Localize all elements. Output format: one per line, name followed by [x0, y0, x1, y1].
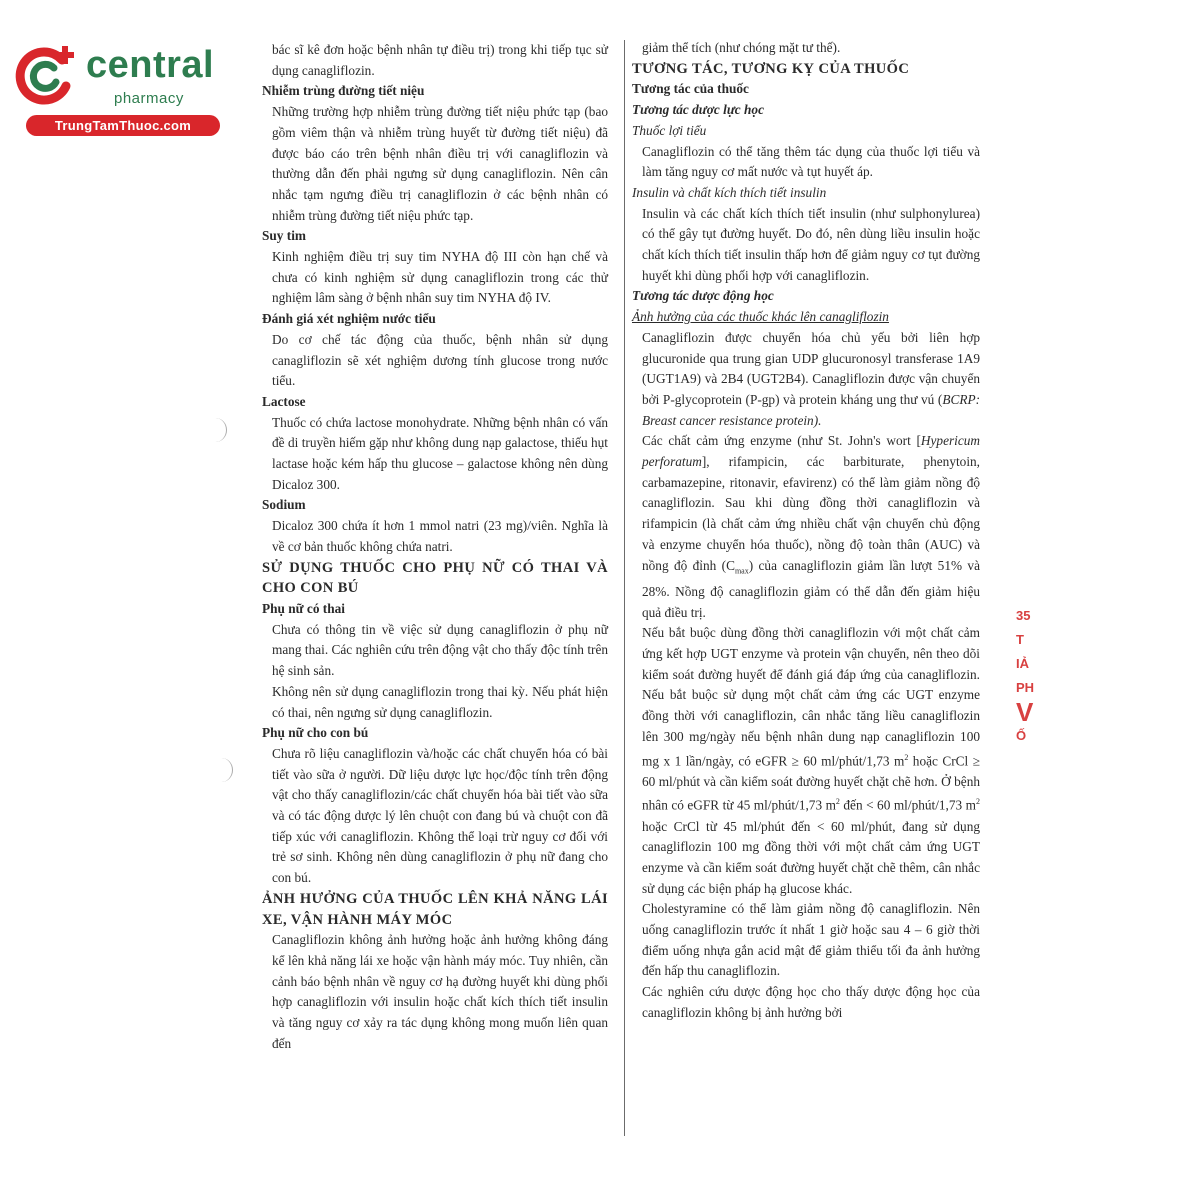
stamp-text: 35	[1016, 608, 1031, 623]
stamp-text: PH	[1016, 680, 1035, 695]
text-run: đến < 60 ml/phút/1,73 m	[839, 797, 976, 813]
text-run: Các chất cảm ứng enzyme (như St. John's wort [	[642, 433, 921, 449]
text-run: BCRP: Breast cancer resistance protein).	[642, 391, 980, 428]
stamp-text: V	[1016, 697, 1034, 727]
major-heading: TƯƠNG TÁC, TƯƠNG KỴ CỦA THUỐC	[632, 60, 910, 77]
column-divider	[624, 40, 625, 1136]
major-heading: ẢNH HƯỞNG CỦA THUỐC LÊN KHẢ NĂNG LÁI XE, VẬN HÀNH MÁY MÓC	[262, 890, 608, 928]
paragraph: Canagliflozin có thể tăng thêm tác dụng của thuốc lợi tiểu và làm tăng nguy cơ mất nước và tụt huyết áp.	[642, 143, 980, 180]
left-column	[262, 40, 608, 1054]
text-run: ], rifampicin, các barbiturate, phenytoin, carbamazepine, ritonavir, efavirenz) có thể làm giảm nồng độ canagliflozin. Sau khi dùng đồng thời canagliflozin và rifampicin (là chất cảm ứng nhiều chất vận chuyển chủ động và enzyme chuyển hóa thuốc), nồng độ toàn thân (AUC) và nồng độ đỉnh (C	[642, 454, 980, 573]
paragraph: Kinh nghiệm điều trị suy tim NYHA độ III còn hạn chế và chưa có kinh nghiệm sử dụng canagliflozin trong các thử nghiệm lâm sàng ở bệnh nhân suy tim NYHA độ IV.	[272, 249, 608, 306]
text-run: ) của canagliflozin giảm lần lượt 51% và 28%. Nồng độ canagliflozin giảm có thể dẫn đến giảm hiệu quả điều trị.	[642, 557, 980, 620]
major-heading: SỬ DỤNG THUỐC CHO PHỤ NỮ CÓ THAI VÀ CHO CON BÚ	[262, 559, 608, 597]
paragraph: Không nên sử dụng canagliflozin trong thai kỳ. Nếu phát hiện có thai, nên ngưng sử dụng canagliflozin.	[272, 683, 608, 720]
paragraph: Do cơ chế tác động của thuốc, bệnh nhân sử dụng canagliflozin sẽ xét nghiệm dương tính glucose trong nước tiểu.	[272, 331, 608, 389]
subsection-heading: Tương tác dược động học	[632, 288, 774, 304]
subsection-heading: Tương tác dược lực học	[632, 102, 764, 118]
right-column	[632, 38, 980, 1024]
paragraph	[632, 623, 980, 899]
section-heading: Phụ nữ có thai	[262, 600, 345, 616]
stamp-text: Ố	[1016, 728, 1027, 743]
text-run: 2	[904, 752, 909, 762]
text-run: hoặc CrCl từ 45 ml/phút đến < 60 ml/phút, đang sử dụng canagliflozin 100 mg đồng thời với một chất cảm ứng UGT enzyme và cần kiểm soát đường huyết chặt chẽ thêm, cân nhắc sử dụng các biện pháp hạ glucose khác.	[642, 818, 980, 896]
section-heading: Suy tim	[262, 228, 306, 244]
section-heading: Đánh giá xét nghiệm nước tiểu	[262, 311, 436, 327]
paragraph: Insulin và các chất kích thích tiết insulin (như sulphonylurea) có thể gây tụt đường huyết. Do đó, nên dùng liều insulin hoặc chất kích thích tiết insulin thấp hơn để giảm nguy cơ tụt đường huyết khi dùng phối hợp với canagliflozin.	[642, 205, 980, 283]
red-stamp-fragment	[1016, 604, 1044, 764]
section-heading: Phụ nữ cho con bú	[262, 725, 369, 741]
section-heading: Lactose	[262, 393, 306, 409]
paragraph: giảm thể tích (như chóng mặt tư thế).	[642, 40, 841, 55]
text-run: Canagliflozin được chuyển hóa chủ yếu bởi liên hợp glucuronide qua trung gian UDP glucuronosyl transferase 1A9 (UGT1A9) và 2B4 (UGT2B4). Canagliflozin được vận chuyển bởi P-glycoprotein (P-gp) và protein kháng ung thư vú (	[642, 329, 980, 407]
punch-hole	[204, 418, 227, 442]
subsection-heading: Ảnh hưởng của các thuốc khác lên canagliflozin	[632, 309, 889, 325]
site-url-badge[interactable]: TrungTamThuoc.com	[26, 115, 220, 136]
paragraph: Những trường hợp nhiễm trùng đường tiết niệu phức tạp (bao gồm viêm thận và nhiễm trùng huyết từ đường tiết niệu) đã được báo cáo trên bệnh nhân điều trị với canagliflozin và thường dẫn đến phải ngưng sử dụng canagliflozin. Nên cân nhắc tạm ngưng điều trị canagliflozin ở các bệnh nhân có nhiễm trùng đường tiết niệu phức tạp.	[272, 104, 608, 223]
section-heading: Nhiễm trùng đường tiết niệu	[262, 83, 425, 99]
section-heading: Tương tác của thuốc	[632, 81, 749, 97]
paragraph: bác sĩ kê đơn hoặc bệnh nhân tự điều trị) trong khi tiếp tục sử dụng canagliflozin.	[272, 42, 608, 78]
text-run: 2	[976, 797, 980, 807]
paragraph: Các nghiên cứu dược động học cho thấy dược động học của canagliflozin không bị ảnh hưởng bởi	[642, 984, 980, 1020]
stamp-text: T	[1016, 632, 1024, 647]
paragraph: Canagliflozin không ảnh hưởng hoặc ảnh hưởng không đáng kể lên khả năng lái xe hoặc vận hành máy móc. Tuy nhiên, cần cảnh báo bệnh nhân về nguy cơ hạ đường huyết khi dùng phối hợp canagliflozin với insulin hoặc chất kích thích tiết insulin và tăng nguy cơ xảy ra tác dụng không mong muốn liên quan đến	[272, 932, 608, 1051]
pharmacy-logo	[10, 34, 215, 144]
brand-subtitle: pharmacy	[114, 90, 184, 107]
section-heading: Sodium	[262, 497, 306, 513]
paragraph: Cholestyramine có thể làm giảm nồng độ canagliflozin. Nên uống canagliflozin trước ít nhất 1 giờ hoặc sau 4 – 6 giờ thời điểm uống nhựa gắn acid mật để giảm thiểu tối đa ảnh hưởng đến hấp thu canagliflozin.	[642, 901, 980, 979]
subsection-heading: Thuốc lợi tiểu	[632, 122, 707, 138]
subsection-heading: Insulin và chất kích thích tiết insulin	[632, 184, 827, 200]
text-run: Nếu bắt buộc dùng đồng thời canagliflozin với một chất cảm ứng kết hợp UGT enzyme và protein vận chuyển, nên theo dõi kiểm soát đường huyết để đánh giá đáp ứng của canagliflozin. Nếu bắt buộc sử dụng một chất cảm ứng các UGT enzyme đồng thời với canagliflozin, cân nhắc tăng liều canagliflozin lên 300 mg/ngày nếu bệnh nhân dung nạp canagliflozin 100 mg x 1 lần/ngày, có eGFR ≥ 60 ml/phút/1,73 m	[642, 625, 980, 768]
central-pharmacy-logo-icon	[10, 40, 80, 110]
paragraph: Chưa có thông tin về việc sử dụng canagliflozin ở phụ nữ mang thai. Các nghiên cứu trên động vật cho thấy độc tính trên hệ sinh sản.	[272, 621, 608, 679]
text-run: max	[734, 566, 749, 576]
paragraph: Dicaloz 300 chứa ít hơn 1 mmol natri (23 mg)/viên. Nghĩa là về cơ bản thuốc không chứa natri.	[272, 518, 608, 554]
paragraph: Chưa rõ liệu canagliflozin và/hoặc các chất chuyển hóa có bài tiết vào sữa ở người. Dữ liệu dược lực học/độc tính trên động vật cho thấy canagliflozin/các chất chuyển hóa bài tiết vào sữa và có tác động dược lý lên chuột con đang bú và chuột con đã tiếp xúc với canagliflozin. Không thể loại trừ nguy cơ đối với trẻ sơ sinh. Không nên dùng canagliflozin ở phụ nữ đang cho con bú.	[272, 745, 608, 886]
stamp-text: IẢ	[1016, 656, 1029, 671]
text-run: hoặc CrCl ≥ 60 ml/phút và cần kiểm soát đường huyết chặt chẽ hơn. Ở bệnh nhân có eGFR từ 45 ml/phút/1,73 m	[642, 752, 981, 813]
paragraph	[632, 431, 980, 623]
paragraph	[632, 328, 980, 432]
paragraph: Thuốc có chứa lactose monohydrate. Những bệnh nhân có vấn đề di truyền hiếm gặp như không dung nạp galactose, thiếu hụt lactase hoặc kém hấp thu glucose – galactose không nên dùng Dicaloz 300.	[272, 414, 608, 492]
punch-hole	[210, 758, 233, 782]
brand-name: central	[86, 44, 215, 86]
text-run: 2	[835, 797, 840, 807]
text-run: Hypericum perforatum	[642, 433, 980, 470]
